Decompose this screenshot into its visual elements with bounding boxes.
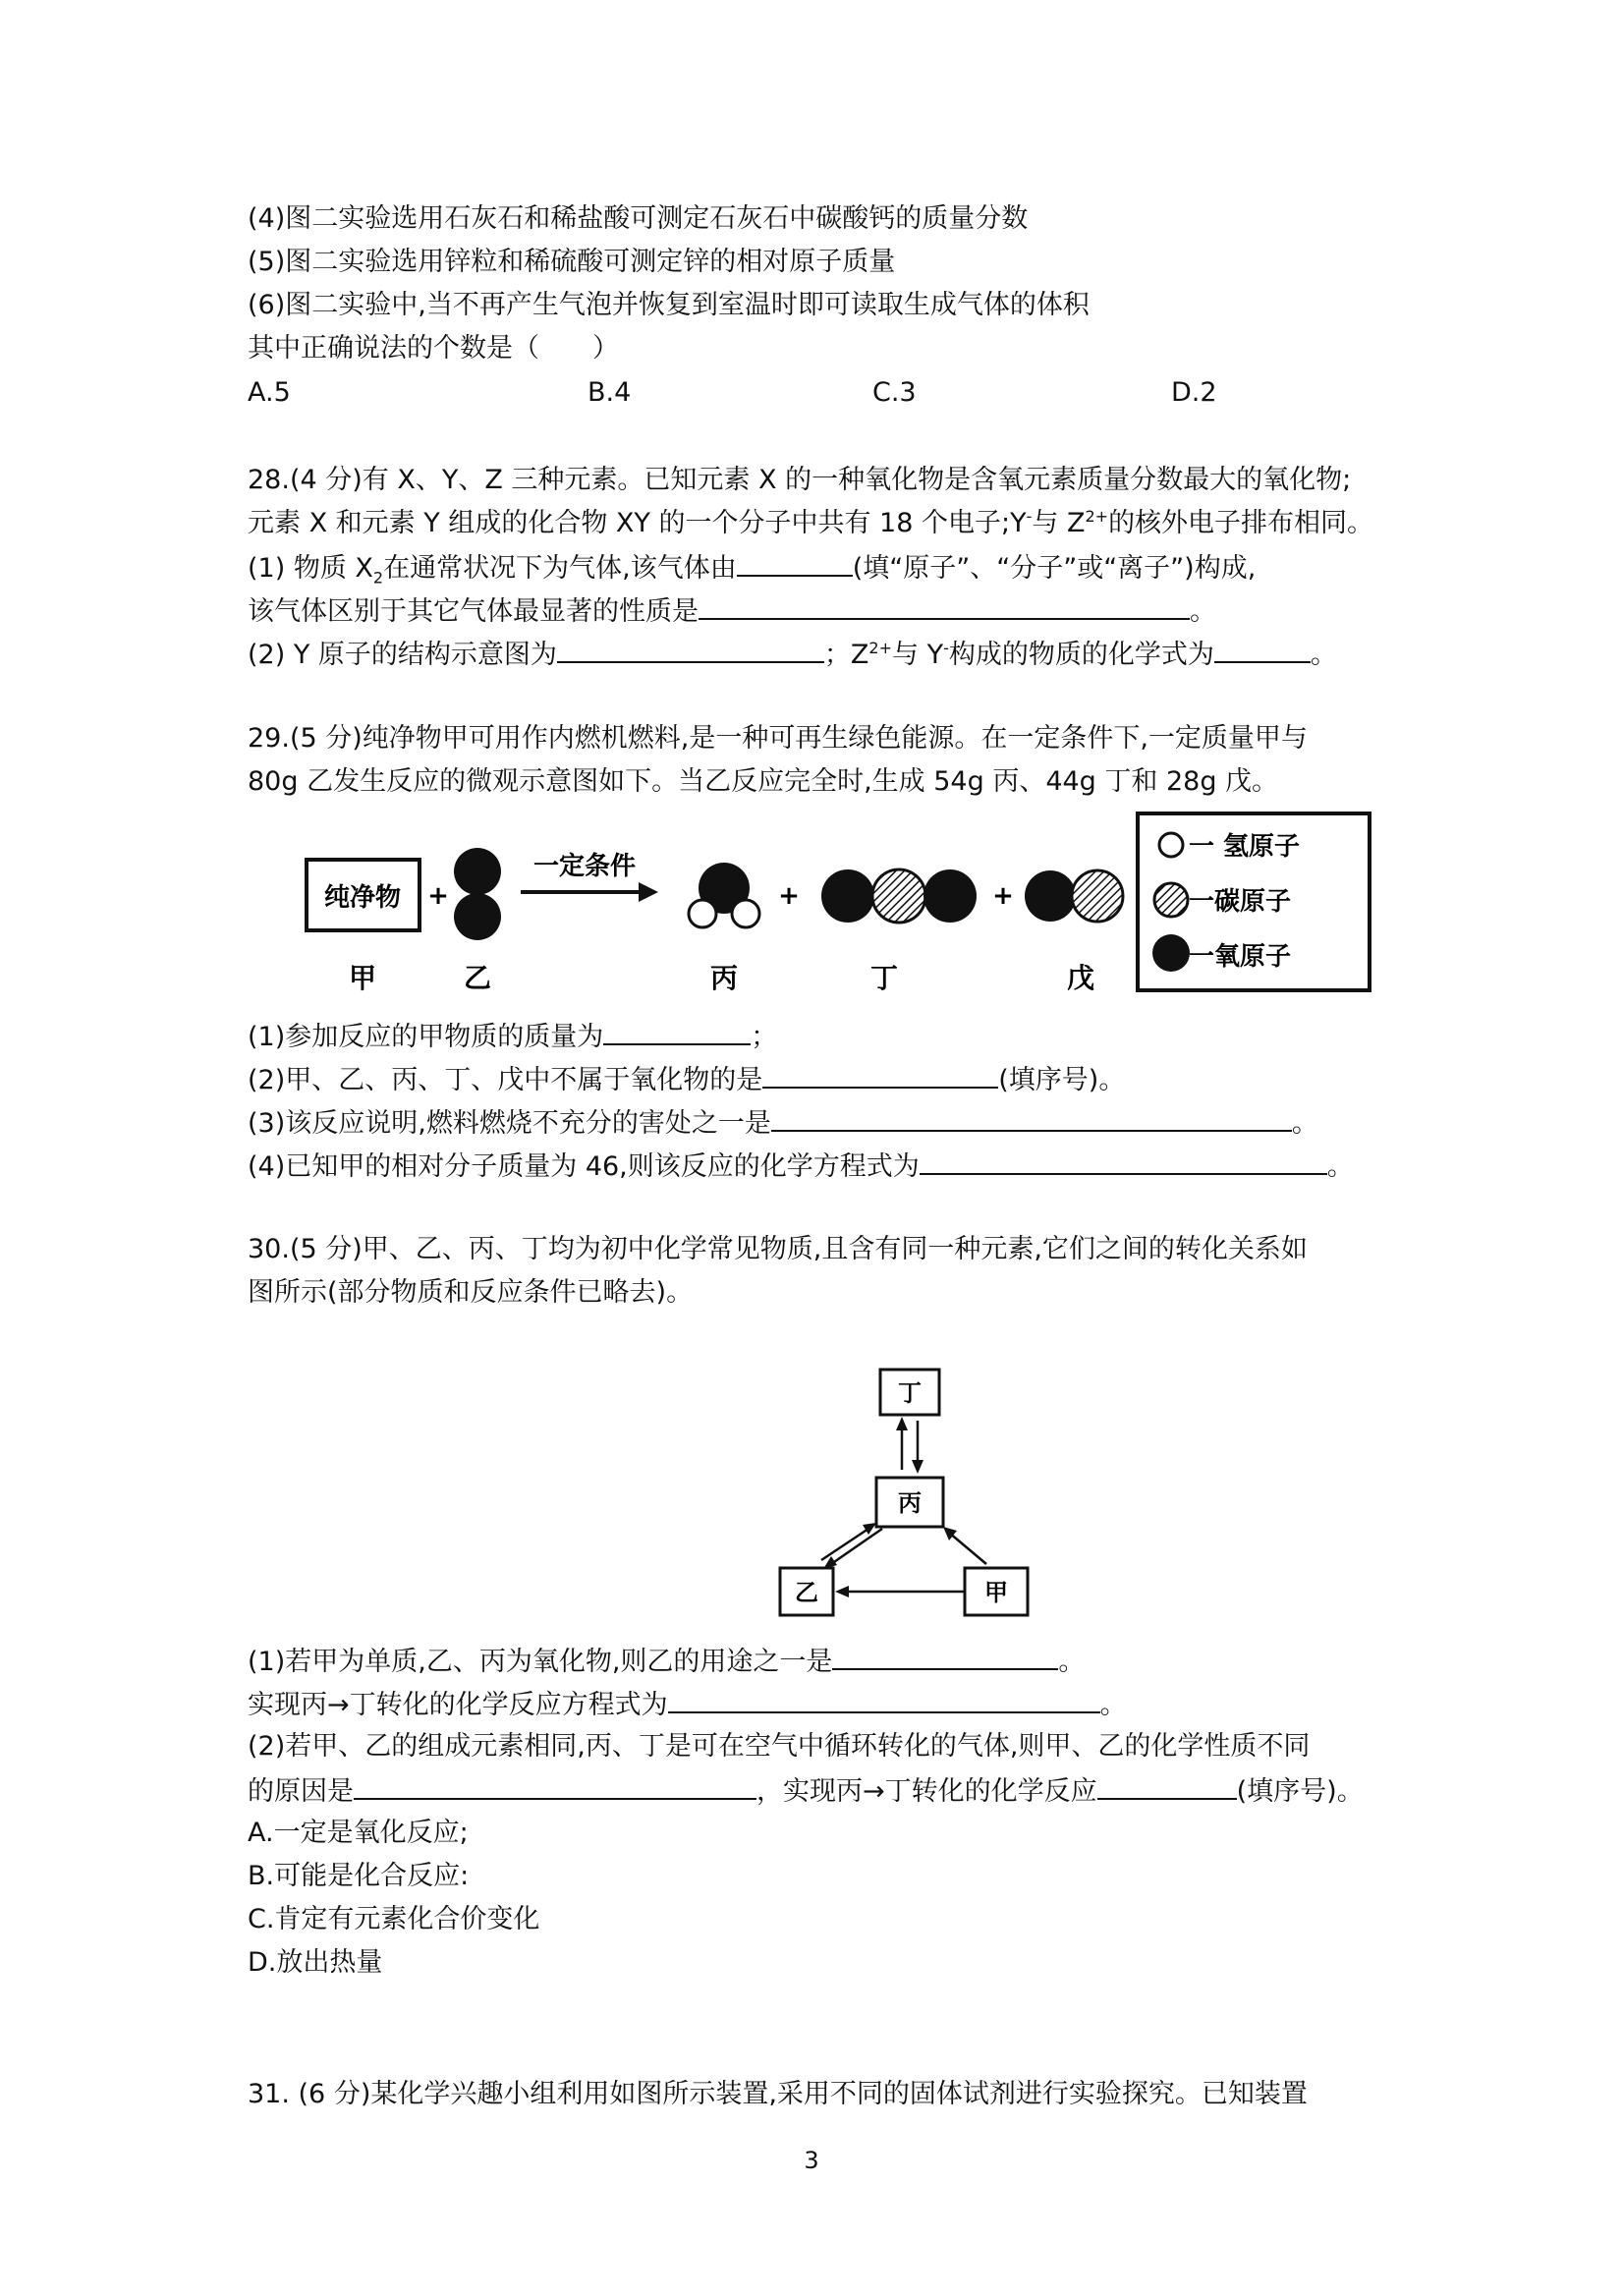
species-label-jia: 甲 bbox=[348, 962, 377, 994]
answer-blank[interactable] bbox=[603, 1016, 751, 1045]
carbon-atom-icon bbox=[1072, 870, 1123, 922]
arrow-jia-to-bing bbox=[949, 1533, 986, 1564]
carbon-atom-icon bbox=[872, 869, 925, 923]
q30-option-c: C.肯定有元素化合价变化 bbox=[248, 1904, 540, 1934]
species-label-yi: 乙 bbox=[463, 962, 492, 994]
q28-part1-cont: 该气体区别于其它气体最显著的性质是 。 bbox=[248, 590, 1216, 632]
node-jia-label: 甲 bbox=[984, 1579, 1008, 1606]
arrow-condition-label: 一定条件 bbox=[532, 852, 637, 881]
legend-oxygen: 一氧原子 bbox=[1189, 942, 1292, 972]
q31-stem-line1: 31. (6 分)某化学兴趣小组利用如图所示装置,采用不同的固体试剂进行实验探究。已知装置 bbox=[248, 2079, 1308, 2109]
q30-option-b: B.可能是化合反应: bbox=[248, 1861, 470, 1891]
answer-blank[interactable] bbox=[557, 634, 824, 663]
arrow-head-icon bbox=[896, 1417, 908, 1430]
answer-blank[interactable] bbox=[762, 1059, 998, 1089]
q30-option-a: A.一定是氧化反应; bbox=[248, 1818, 469, 1848]
q30-part2: (2)若甲、乙的组成元素相同,丙、丁是可在空气中循环转化的气体,则甲、乙的化学性质不同 bbox=[248, 1731, 1311, 1762]
q30-part2-cont: 的原因是 ，实现丙→丁转化的化学反应 (填序号)。 bbox=[248, 1770, 1364, 1812]
q28-part2: (2) Y 原子的结构示意图为 ；$Z^{2+}$与 Y-构成的物质的化学式为 。 bbox=[248, 634, 1337, 675]
q27-option-d: D.2 bbox=[1171, 377, 1217, 408]
arrow-head-icon bbox=[912, 1460, 923, 1474]
arrow-head-icon bbox=[835, 1586, 849, 1597]
legend-carbon: 一碳原子 bbox=[1189, 887, 1292, 917]
answer-blank[interactable] bbox=[668, 1684, 1100, 1713]
answer-blank[interactable] bbox=[699, 590, 1190, 620]
q27-option-a: A.5 bbox=[248, 377, 291, 408]
oxygen-atom-icon bbox=[1025, 870, 1076, 922]
q28-part1: (1) 物质 $X_2$在通常状况下为气体,该气体由 (填“原子”、“分子”或“离子”)构成, bbox=[248, 547, 1256, 588]
arrow-bing-to-yi bbox=[831, 1529, 882, 1564]
hydrogen-atom-icon bbox=[689, 900, 716, 927]
answer-blank[interactable] bbox=[771, 1102, 1292, 1132]
node-bing-label: 丙 bbox=[898, 1489, 922, 1517]
node-ding-label: 丁 bbox=[898, 1379, 922, 1407]
q30-stem-line1: 30.(5 分)甲、乙、丙、丁均为初中化学常见物质,且含有同一种元素,它们之间的转化关系如 bbox=[248, 1234, 1308, 1264]
arrow-head-icon bbox=[639, 882, 658, 902]
q27-item4: (4)图二实验选用石灰石和稀盐酸可测定石灰石中碳酸钙的质量分数 bbox=[248, 203, 1029, 234]
plus-sign: + bbox=[992, 881, 1014, 911]
q29-part2: (2)甲、乙、丙、丁、戊中不属于氧化物的是 (填序号)。 bbox=[248, 1059, 1125, 1100]
reaction-micro-diagram bbox=[285, 806, 1375, 1002]
species-label-bing: 丙 bbox=[709, 962, 739, 994]
species-label-ding: 丁 bbox=[869, 962, 899, 994]
q30-stem-line2: 图所示(部分物质和反应条件已略去)。 bbox=[248, 1277, 694, 1308]
answer-blank[interactable] bbox=[737, 547, 853, 577]
pure-substance-label: 纯净物 bbox=[323, 883, 402, 913]
oxygen-atom-icon bbox=[1152, 934, 1190, 972]
q28-stem-line1: 28.(4 分)有 X、Y、Z 三种元素。已知元素 X 的一种氧化物是含氧元素质量分数最大的氧化物; bbox=[248, 465, 1352, 495]
q30-option-d: D.放出热量 bbox=[248, 1947, 383, 1978]
page-number: 3 bbox=[804, 2147, 819, 2174]
q29-stem-line1: 29.(5 分)纯净物甲可用作内燃机燃料,是一种可再生绿色能源。在一定条件下,一定质量甲与 bbox=[248, 723, 1308, 754]
q27-question: 其中正确说法的个数是（ ） bbox=[248, 333, 619, 364]
q27-item6: (6)图二实验中,当不再产生气泡并恢复到室温时即可读取生成气体的体积 bbox=[248, 290, 1090, 320]
species-label-wu: 戊 bbox=[1066, 962, 1095, 994]
q29-part3: (3)该反应说明,燃料燃烧不充分的害处之一是 。 bbox=[248, 1102, 1318, 1144]
oxygen-atom-icon bbox=[923, 869, 977, 923]
oxygen-atom-icon bbox=[821, 869, 874, 923]
q27-item5: (5)图二实验选用锌粒和稀硫酸可测定锌的相对原子质量 bbox=[248, 247, 896, 277]
conversion-relationship-diagram bbox=[766, 1356, 1051, 1631]
answer-blank[interactable] bbox=[920, 1146, 1327, 1175]
q27-option-c: C.3 bbox=[872, 377, 917, 408]
q29-part1: (1)参加反应的甲物质的质量为 ； bbox=[248, 1016, 777, 1057]
q30-part1-cont: 实现丙→丁转化的化学反应方程式为 。 bbox=[248, 1684, 1127, 1725]
q29-stem-line2: 80g 乙发生反应的微观示意图如下。当乙反应完全时,生成 54g 丙、44g 丁和 28g 戊。 bbox=[248, 766, 1279, 797]
answer-blank[interactable] bbox=[354, 1770, 756, 1800]
plus-sign: + bbox=[427, 881, 449, 911]
oxygen-atom-icon bbox=[454, 848, 501, 895]
answer-blank[interactable] bbox=[1214, 634, 1311, 663]
q28-stem-line2: 元素 X 和元素 Y 组成的化合物 XY 的一个分子中共有 18 个电子;Y-与 $Z^{2+}$的核外电子排布相同。 bbox=[248, 507, 1374, 538]
hydrogen-atom-icon bbox=[732, 900, 759, 927]
q27-option-b: B.4 bbox=[588, 377, 632, 408]
legend-hydrogen: 一 氢原子 bbox=[1189, 832, 1301, 862]
node-yi-label: 乙 bbox=[795, 1579, 818, 1606]
answer-blank[interactable] bbox=[1097, 1770, 1237, 1800]
oxygen-atom-icon bbox=[454, 893, 501, 940]
q30-part1: (1)若甲为单质,乙、丙为氧化物,则乙的用途之一是 。 bbox=[248, 1641, 1085, 1682]
q29-part4: (4)已知甲的相对分子质量为 46,则该反应的化学方程式为 。 bbox=[248, 1146, 1354, 1187]
hydrogen-atom-icon bbox=[1159, 833, 1183, 857]
plus-sign: + bbox=[778, 881, 800, 911]
answer-blank[interactable] bbox=[832, 1641, 1058, 1670]
carbon-atom-icon bbox=[1154, 883, 1188, 917]
